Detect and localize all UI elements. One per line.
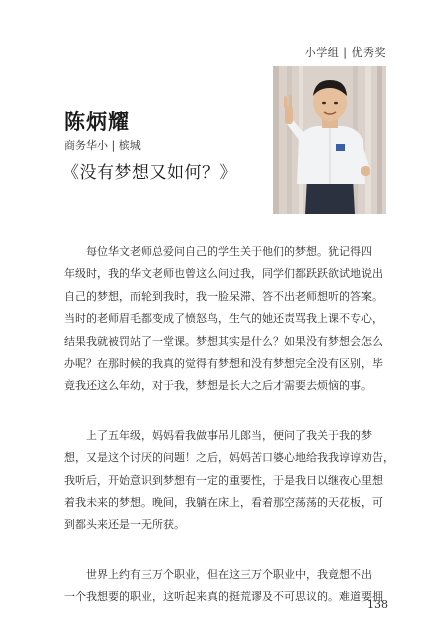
text-line: 想，又是这个讨厌的问题！之后，妈妈苦口婆心地给我我谆谆劝告，: [64, 451, 394, 465]
author-name: 陈炳耀: [64, 109, 130, 134]
text-line: 年级时，我的华文老师也曾这么问过我，同学们都跃跃欲试地说出: [64, 267, 383, 281]
author-school: 商务华小 | 槟城: [64, 139, 141, 152]
page-number: 138: [367, 598, 388, 611]
text-line: 着我未来的梦想。晚间，我躺在床上，看着那空荡荡的天花板，可: [64, 495, 383, 509]
text-line: 我听后，开始意识到梦想有一定的重要性，于是我日以继夜心里想: [64, 473, 383, 487]
paragraph: [64, 425, 394, 537]
essay-body: [64, 241, 394, 635]
essay-title: 《没有梦想又如何？》: [62, 163, 237, 183]
author-photo: [273, 66, 386, 214]
text-line: 结果我就被罚站了一堂课。梦想其实是什么？如果没有梦想会怎么: [64, 334, 383, 348]
text-line: 竟我还这么年幼，对于我，梦想是长大之后才需要去烦恼的事。: [64, 379, 372, 393]
text-line: 上了五年级，妈妈看我做事吊儿郎当，便问了我关于我的梦: [64, 428, 372, 442]
text-line: 当时的老师眉毛都变成了愤怒鸟，生气的她还责骂我上课不专心，: [64, 312, 383, 326]
student-portrait-icon: [273, 66, 386, 214]
paragraph: [64, 564, 386, 609]
text-line: 一个我想要的职业，这听起来真的挺荒谬及不可思议的。难道要拥: [64, 590, 383, 604]
text-line: 办呢？在那时候的我真的觉得有梦想和没有梦想完全没有区别，毕: [64, 356, 383, 370]
text-line: 到都头来还是一无所获。: [64, 518, 185, 532]
text-line: 每位华文老师总爱问自己的学生关于他们的梦想。犹记得四: [64, 245, 372, 258]
category-label: 小学组 | 优秀奖: [304, 46, 386, 59]
text-line: 自己的梦想，而轮到我时，我一脸呆滞、答不出老师想听的答案。: [64, 289, 383, 303]
text-line: 世界上约有三万个职业，但在这三万个职业中，我竟想不出: [64, 567, 372, 581]
paragraph: [64, 241, 386, 398]
